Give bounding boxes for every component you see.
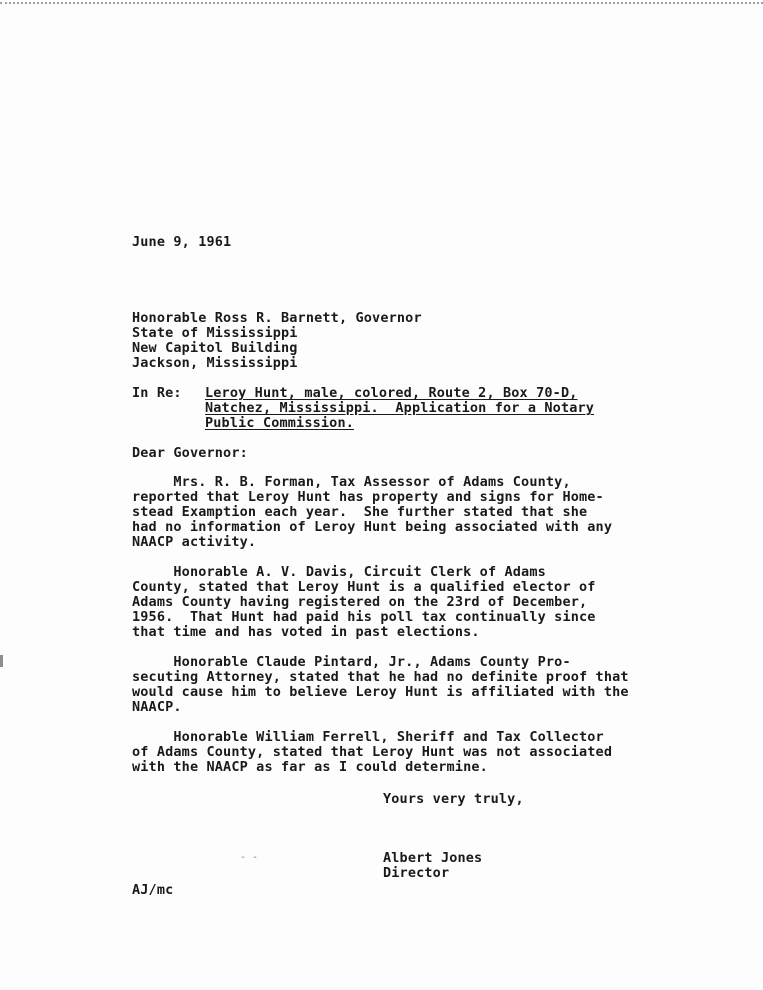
address-line: State of Mississippi <box>132 325 298 341</box>
reference-initials: AJ/mc <box>132 882 174 898</box>
body-line: secuting Attorney, stated that he had no definite proof that <box>132 669 629 685</box>
complimentary-close: Yours very truly, <box>383 791 524 807</box>
subject-label: In Re: <box>132 385 182 401</box>
address-line: Jackson, Mississippi <box>132 355 298 371</box>
body-line: reported that Leroy Hunt has property and signs for Home- <box>132 489 604 505</box>
body-line: NAACP. <box>132 699 182 715</box>
subject-line: Natchez, Mississippi. Application for a Notary <box>205 400 595 416</box>
body-line: 1956. That Hunt had paid his poll tax continually since <box>132 609 596 625</box>
ink-smudge: - - <box>240 852 259 863</box>
body-line: Honorable Claude Pintard, Jr., Adams County Pro- <box>132 654 571 670</box>
body-line: Mrs. R. B. Forman, Tax Assessor of Adams County, <box>132 474 571 490</box>
body-line: of Adams County, stated that Leroy Hunt was not associated <box>132 744 613 760</box>
signer-name: Albert Jones <box>383 850 483 866</box>
body-line: County, stated that Leroy Hunt is a qualified elector of <box>132 579 596 595</box>
page-edge-mark <box>0 655 3 667</box>
page-top-edge <box>0 2 763 4</box>
subject-line: Leroy Hunt, male, colored, Route 2, Box 70-D, <box>205 385 578 401</box>
body-line: stead Examption each year. She further stated that she <box>132 504 588 520</box>
body-line: that time and has voted in past elections. <box>132 624 480 640</box>
body-line: would cause him to believe Leroy Hunt is affiliated with the <box>132 684 629 700</box>
salutation: Dear Governor: <box>132 445 248 461</box>
body-line: had no information of Leroy Hunt being associated with any <box>132 519 613 535</box>
address-line: Honorable Ross R. Barnett, Governor <box>132 310 422 326</box>
letter-date: June 9, 1961 <box>132 234 232 250</box>
body-line: with the NAACP as far as I could determine. <box>132 759 488 775</box>
address-line: New Capitol Building <box>132 340 298 356</box>
subject-line: Public Commission. <box>205 415 354 431</box>
body-line: Honorable William Ferrell, Sheriff and Tax Collector <box>132 729 604 745</box>
body-line: Adams County having registered on the 23rd of December, <box>132 594 588 610</box>
body-line: Honorable A. V. Davis, Circuit Clerk of Adams <box>132 564 546 580</box>
signer-title: Director <box>383 865 450 881</box>
body-line: NAACP activity. <box>132 534 257 550</box>
